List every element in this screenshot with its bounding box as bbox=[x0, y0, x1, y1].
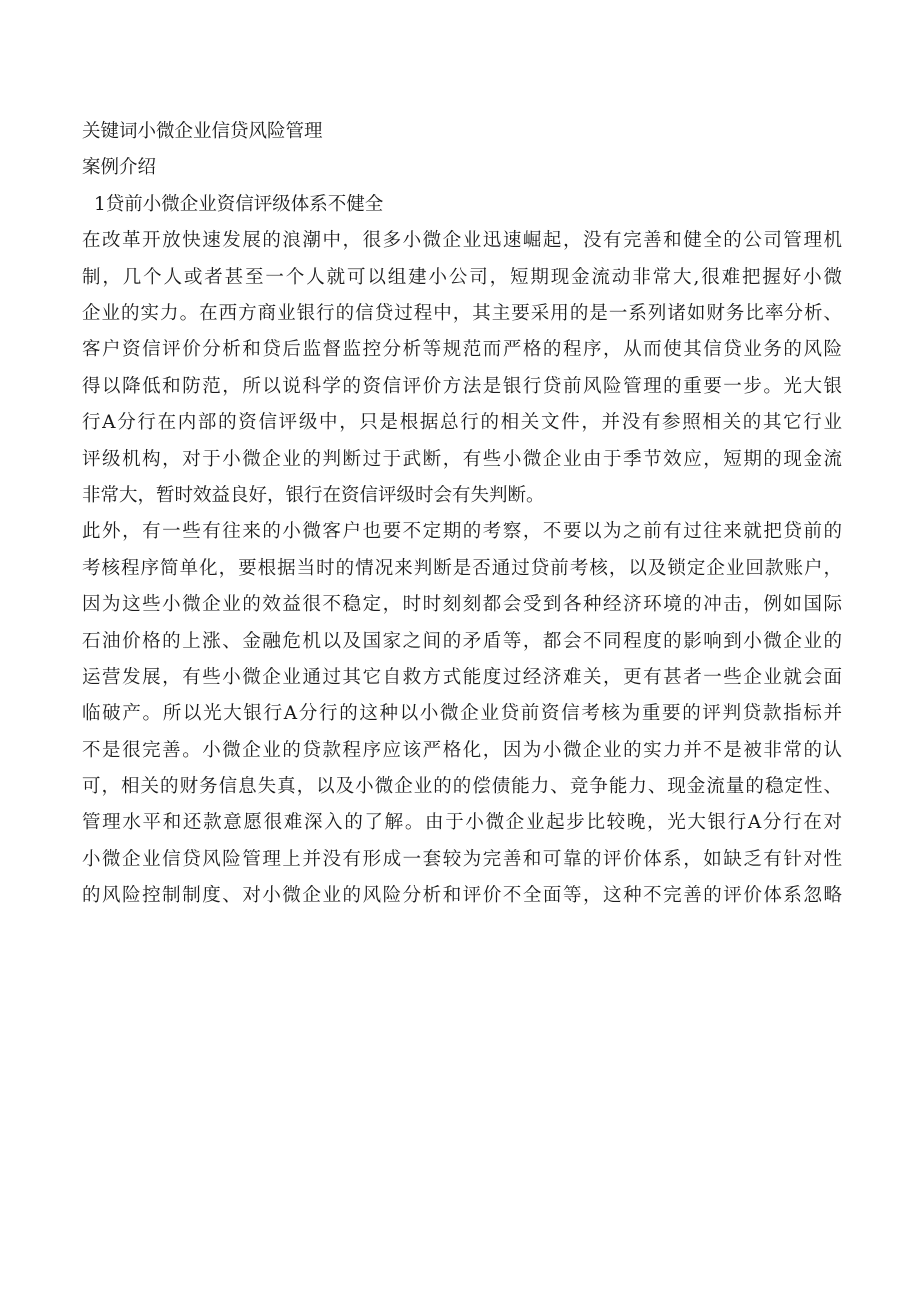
paragraph-line: 评级机构，对于小微企业的判断过于武断，有些小微企业由于季节效应，短期的现金流 bbox=[82, 448, 842, 470]
paragraph-line: 管理水平和还款意愿很难深入的了解。由于小微企业起步比较晚，光大银行A分行在对 bbox=[82, 812, 842, 834]
paragraph-line: 可，相关的财务信息失真，以及小微企业的的偿债能力、竞争能力、现金流量的稳定性、 bbox=[82, 776, 842, 798]
paragraph-line: 因为这些小微企业的效益很不稳定，时时刻刻都会受到各种经济环境的冲击，例如国际 bbox=[82, 594, 842, 616]
keywords-line: 关键词小微企业信贷风险管理 bbox=[82, 121, 323, 142]
paragraph-line-last: 非常大，暂时效益良好，银行在资信评级时会有失判断。 bbox=[82, 484, 545, 506]
paragraph-2 bbox=[82, 514, 842, 914]
paragraph-line: 此外，有一些有往来的小微客户也要不定期的考察，不要以为之前有过往来就把贷前的 bbox=[82, 521, 842, 543]
paragraph-line: 不是很完善。小微企业的贷款程序应该严格化，因为小微企业的实力并不是被非常的认 bbox=[82, 739, 842, 761]
paragraph-line: 行A分行在内部的资信评级中，只是根据总行的相关文件，并没有参照相关的其它行业 bbox=[82, 412, 842, 434]
paragraph-line: 客户资信评价分析和贷后监督监控分析等规范而严格的程序，从而使其信贷业务的风险 bbox=[82, 339, 842, 361]
paragraph-line: 运营发展，有些小微企业通过其它自救方式能度过经济难关，更有甚者一些企业就会面 bbox=[82, 666, 842, 688]
paragraph-line: 石油价格的上涨、金融危机以及国家之间的矛盾等，都会不同程度的影响到小微企业的 bbox=[82, 630, 842, 652]
paragraph-line: 临破产。所以光大银行A分行的这种以小微企业贷前资信考核为重要的评判贷款指标并 bbox=[82, 703, 842, 725]
document-body bbox=[82, 114, 842, 915]
paragraph-line: 制，几个人或者甚至一个人就可以组建小公司，短期现金流动非常大,很难把握好小微 bbox=[82, 266, 842, 288]
section-title: 案例介绍 bbox=[82, 157, 157, 179]
paragraph-line: 小微企业信贷风险管理上并没有形成一套较为完善和可靠的评价体系，如缺乏有针对性 bbox=[82, 848, 842, 870]
paragraph-line: 的风险控制制度、对小微企业的风险分析和评价不全面等，这种不完善的评价体系忽略 bbox=[82, 885, 842, 907]
paragraph-line: 得以降低和防范，所以说科学的资信评价方法是银行贷前风险管理的重要一步。光大银 bbox=[82, 375, 842, 397]
paragraph-line: 在改革开放快速发展的浪潮中，很多小微企业迅速崛起，没有完善和健全的公司管理机 bbox=[82, 230, 842, 252]
paragraph-line: 企业的实力。在西方商业银行的信贷过程中，其主要采用的是一系列诸如财务比率分析、 bbox=[82, 303, 842, 324]
paragraph-line: 考核程序简单化，要根据当时的情况来判断是否通过贷前考核，以及锁定企业回款账户， bbox=[82, 557, 842, 579]
subsection-title: 1贷前小微企业资信评级体系不健全 bbox=[94, 193, 384, 215]
paragraph-1 bbox=[82, 223, 842, 514]
